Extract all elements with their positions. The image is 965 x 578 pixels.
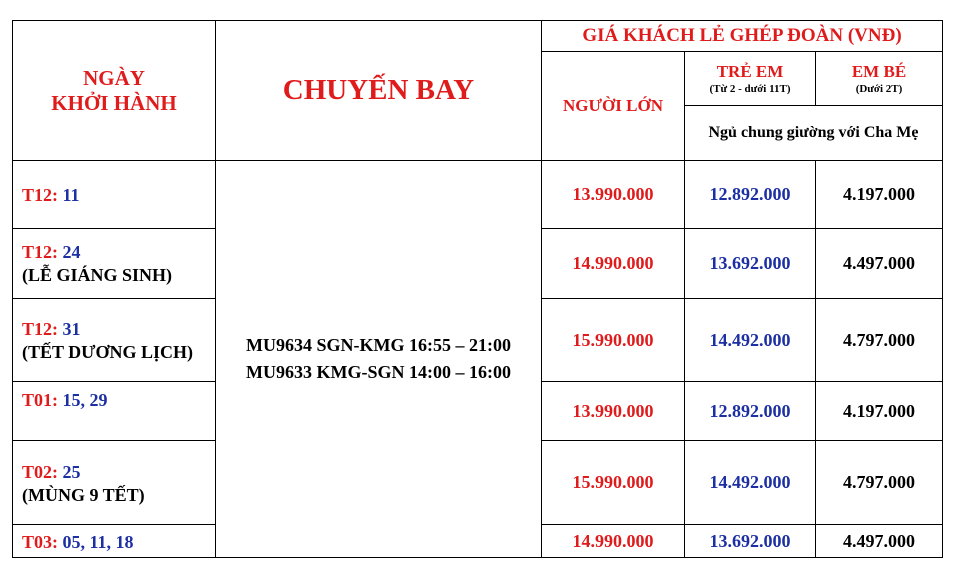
adult-price: 14.990.000 bbox=[572, 253, 654, 273]
date-note: (MÙNG 9 TẾT) bbox=[22, 485, 145, 505]
child-price: 13.692.000 bbox=[709, 253, 791, 273]
flight-return: MU9633 KMG-SGN 14:00 – 16:00 bbox=[246, 362, 511, 382]
infant-price: 4.797.000 bbox=[843, 472, 915, 492]
infant-header-note: (Dưới 2T) bbox=[855, 82, 903, 95]
date-days: 05, 11, 18 bbox=[62, 532, 134, 552]
date-month: T02: bbox=[22, 462, 58, 482]
date-month: T03: bbox=[22, 532, 58, 552]
date-month: T12: bbox=[22, 242, 58, 262]
price-table bbox=[12, 20, 943, 558]
infant-price: 4.197.000 bbox=[843, 184, 915, 204]
price-group-header bbox=[542, 21, 942, 51]
date-days: 25 bbox=[62, 462, 81, 482]
adult-price: 14.990.000 bbox=[572, 530, 654, 551]
table-border-right bbox=[942, 20, 943, 558]
child-price: 14.492.000 bbox=[709, 472, 791, 492]
table-border-bottom bbox=[12, 557, 943, 558]
adult-header bbox=[542, 52, 684, 160]
infant-price: 4.797.000 bbox=[843, 329, 915, 350]
departure-date-header bbox=[13, 21, 215, 160]
date-month: T01: bbox=[22, 390, 58, 410]
row-divider bbox=[12, 440, 215, 441]
date-cell bbox=[22, 461, 145, 507]
flight-info bbox=[216, 161, 541, 557]
child-header bbox=[685, 52, 815, 105]
date-days: 31 bbox=[62, 319, 81, 339]
adult-price: 15.990.000 bbox=[572, 472, 654, 492]
flight-header bbox=[216, 21, 541, 160]
date-month: T12: bbox=[22, 319, 58, 339]
date-cell bbox=[22, 531, 134, 554]
shared-bed-header bbox=[685, 106, 942, 160]
date-note: (TẾT DƯƠNG LỊCH) bbox=[22, 342, 194, 362]
infant-price: 4.497.000 bbox=[843, 253, 915, 273]
row-divider bbox=[12, 228, 215, 229]
flight-outbound: MU9634 SGN-KMG 16:55 – 21:00 bbox=[246, 335, 511, 355]
date-note: (LỄ GIÁNG SINH) bbox=[22, 265, 173, 285]
row-divider bbox=[12, 524, 215, 525]
date-cell bbox=[22, 241, 172, 287]
date-month: T12: bbox=[22, 185, 58, 205]
child-price: 14.492.000 bbox=[709, 329, 791, 350]
departure-header-line2: KHỞI HÀNH bbox=[51, 90, 177, 115]
infant-price: 4.197.000 bbox=[843, 400, 915, 421]
date-cell bbox=[22, 184, 80, 207]
infant-price: 4.497.000 bbox=[843, 530, 915, 551]
row-divider bbox=[12, 298, 215, 299]
child-header-label: TRẺ EM bbox=[716, 61, 784, 81]
adult-price: 13.990.000 bbox=[572, 184, 654, 204]
adult-price: 15.990.000 bbox=[572, 329, 654, 350]
row-divider bbox=[12, 381, 215, 382]
infant-header bbox=[816, 52, 942, 105]
child-price: 13.692.000 bbox=[709, 530, 791, 551]
date-days: 15, 29 bbox=[62, 390, 108, 410]
flight-header-label: CHUYẾN BAY bbox=[282, 74, 475, 106]
date-cell bbox=[22, 389, 108, 412]
adult-header-label: NGƯỜI LỚN bbox=[563, 96, 663, 115]
child-header-note: (Từ 2 - dưới 11T) bbox=[709, 82, 791, 95]
child-price: 12.892.000 bbox=[709, 184, 791, 204]
shared-bed-label: Ngủ chung giường với Cha Mẹ bbox=[708, 124, 919, 141]
date-cell bbox=[22, 318, 193, 364]
departure-header-line1: NGÀY bbox=[83, 65, 145, 90]
date-days: 24 bbox=[62, 242, 81, 262]
price-group-label: GIÁ KHÁCH LẺ GHÉP ĐOÀN (VNĐ) bbox=[582, 25, 902, 46]
child-price: 12.892.000 bbox=[709, 400, 791, 421]
infant-header-label: EM BÉ bbox=[851, 61, 907, 81]
adult-price: 13.990.000 bbox=[572, 400, 654, 421]
date-days: 11 bbox=[62, 185, 80, 205]
